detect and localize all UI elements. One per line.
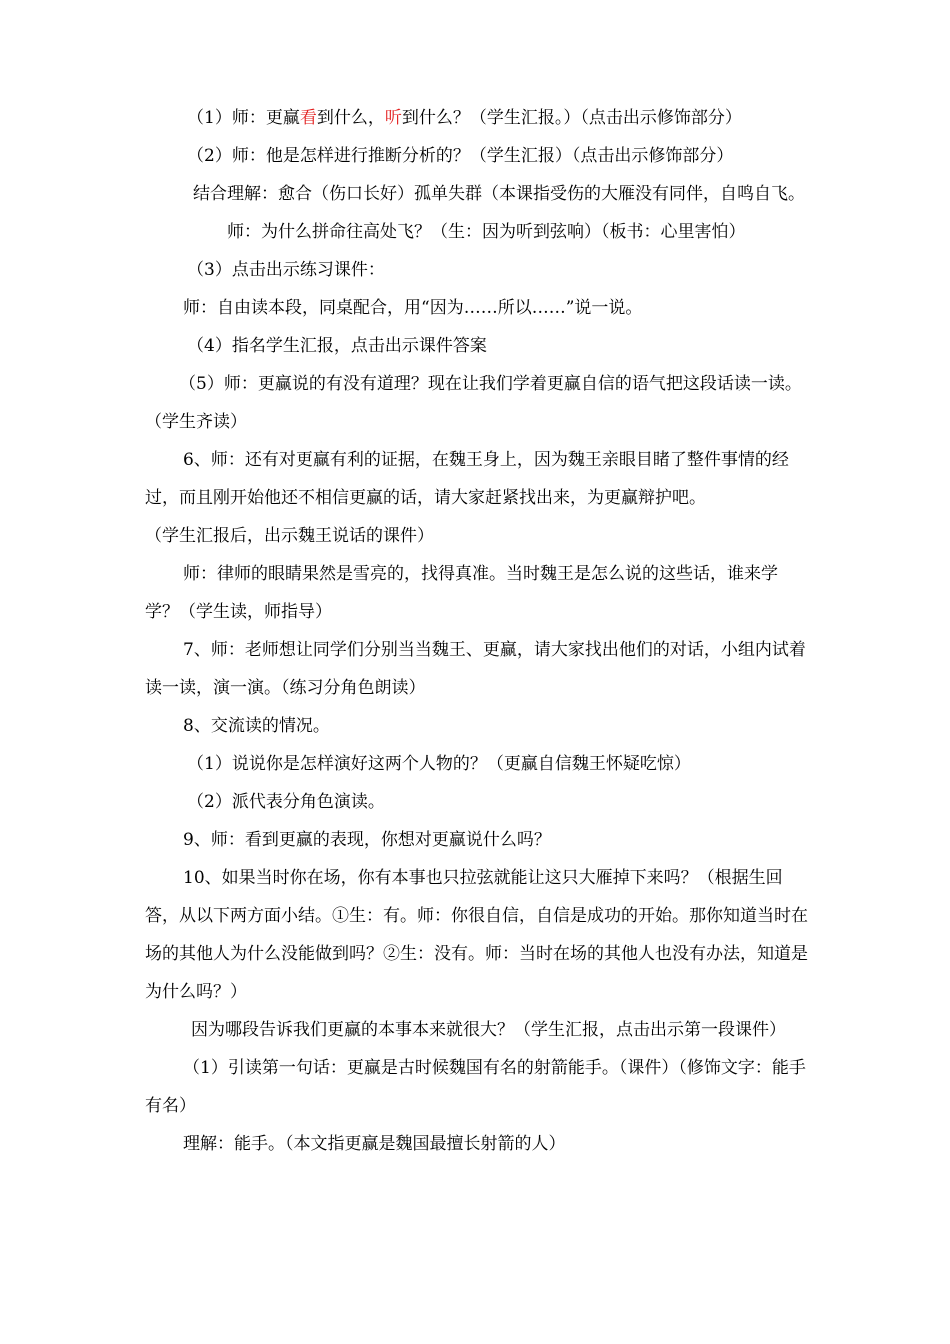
paragraph-4: 师：为什么拼命往高处飞？（生：因为听到弦响）（板书：心里害怕） (227, 222, 746, 242)
paragraph-5: （3）点击出示练习课件： (187, 260, 385, 280)
paragraph-18: 因为哪段告诉我们更赢的本事本来就很大？（学生汇报，点击出示第一段课件） (191, 1020, 786, 1040)
paragraph-15: （2）派代表分角色演读。 (187, 792, 385, 812)
paragraph-7: （4）指名学生汇报，点击出示课件答案 (187, 336, 487, 356)
paragraph-3: 结合理解：愈合（伤口长好）孤单失群（本课指受伤的大雁没有同伴，自鸣自飞。 (193, 184, 805, 204)
paragraph-8: （5）师：更赢说的有没有道理？现在让我们学着更赢自信的语气把这段话读一读。（学生齐读） (145, 374, 802, 432)
p1-highlight-kan: 看 (299, 108, 317, 128)
p1-highlight-ting: 听 (384, 108, 402, 128)
paragraph-14: （1）说说你是怎样演好这两个人物的？（更赢自信魏王怀疑吃惊） (187, 754, 691, 774)
paragraph-9: 6、师：还有对更赢有利的证据，在魏王身上，因为魏王亲眼目睹了整件事情的经过，而且刚开始他还不相信更赢的话，请大家赶紧找出来，为更赢辩护吧。 (145, 450, 789, 508)
paragraph-17: 10、如果当时你在场，你有本事也只拉弦就能让这只大雁掉下来吗？（根据生回答，从以下两方面小结。①生：有。师：你很自信，自信是成功的开始。那你知道当时在场的其他人为什么没能做到吗？②生：没有。师：当时在场的其他人也没有办法，知道是为什么吗？） (145, 868, 808, 1002)
paragraph-19: （1）引读第一句话：更赢是古时候魏国有名的射箭能手。（课件）（修饰文字：能手 有名） (145, 1058, 806, 1116)
paragraph-1 (145, 99, 810, 137)
paragraph-20: 理解：能手。（本文指更赢是魏国最擅长射箭的人） (183, 1134, 566, 1154)
p1-part-e: 到什么？（学生汇报。）（点击出示修饰部分） (401, 108, 742, 128)
paragraph-10: （学生汇报后，出示魏王说话的课件） (145, 526, 434, 546)
paragraph-13: 8、交流读的情况。 (183, 716, 330, 736)
p1-part-c: 到什么， (316, 108, 385, 128)
paragraph-16: 9、师：看到更赢的表现，你想对更赢说什么吗？ (183, 830, 551, 850)
paragraph-2: （2）师：他是怎样进行推断分析的？（学生汇报）（点击出示修饰部分） (187, 146, 734, 166)
paragraph-11: 师：律师的眼睛果然是雪亮的，找得真准。当时魏王是怎么说的这些话，谁来学学？（学生读，师指导） (145, 564, 778, 622)
paragraph-6: 师：自由读本段，同桌配合，用“因为……所以……”说一说。 (183, 298, 643, 318)
paragraph-12: 7、师：老师想让同学们分别当当魏王、更赢，请大家找出他们的对话，小组内试着读一读，演一演。（练习分角色朗读） (145, 640, 806, 698)
p1-part-a: （1）师：更赢 (187, 108, 300, 128)
document-page (145, 99, 810, 1163)
